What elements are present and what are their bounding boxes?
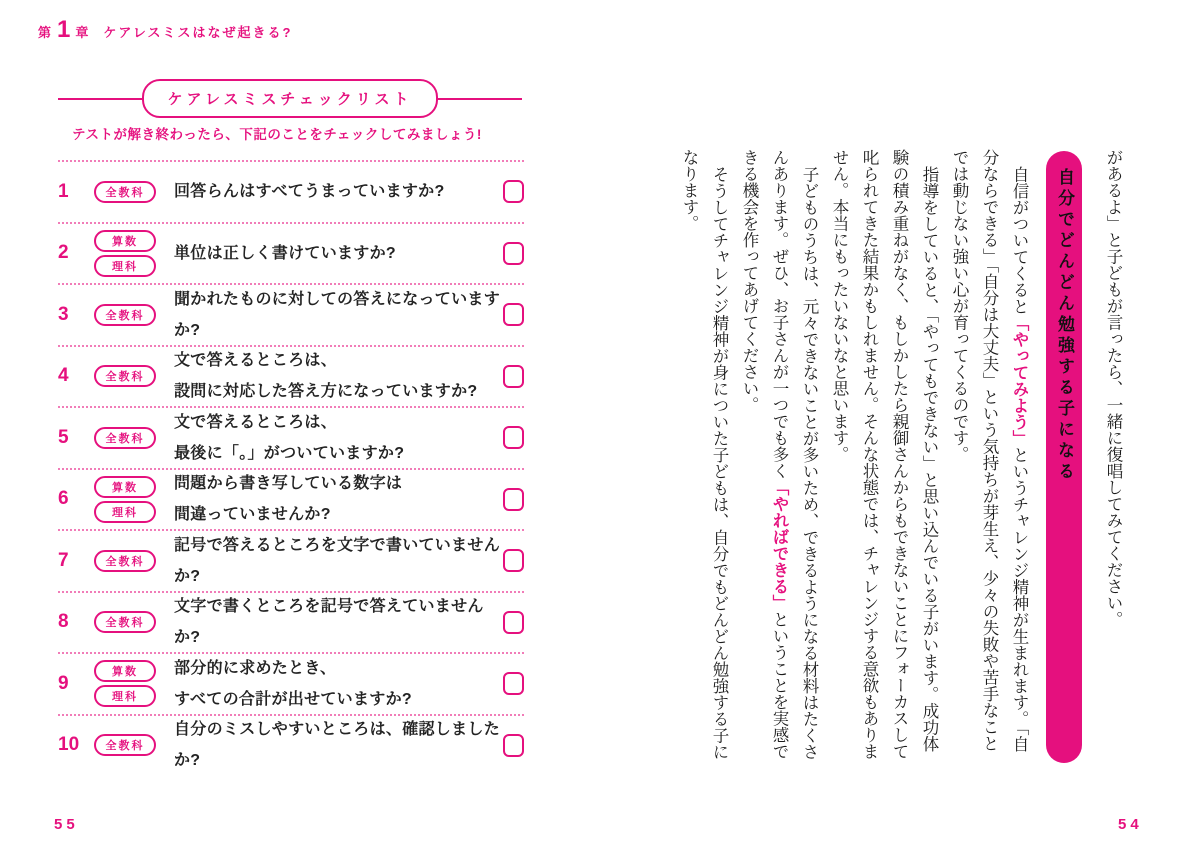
body-paragraph: 子どものうちは、元々できないことが多いため、できるようになる材料はたくさんあります。ぜひ、お子さんが一つでも多く「やればできる」ということを実感できる機会を作ってあげてください。 xyxy=(740,149,819,760)
body-paragraph: 指導をしていると、「やってもできない」と思い込んでいる子がいます。成功体験の積み重ねがなく、もしかしたら親御さんからもできないことにフォーカスして叱られてきた結果かもしれません。そんな状態では、チャレンジする意欲もありません。本当にもったいないなと思います。 xyxy=(830,149,939,760)
checklist-item xyxy=(58,468,524,530)
checkbox[interactable] xyxy=(503,303,524,326)
instruction-text: テストが解き終わったら、下記のことをチェックしてみましょう! xyxy=(72,127,482,142)
subject-badge: 算数 xyxy=(94,660,156,682)
subject-badge: 理科 xyxy=(94,685,156,707)
checkbox[interactable] xyxy=(503,242,524,265)
item-number: 2 xyxy=(58,242,69,264)
item-badges xyxy=(94,427,164,449)
item-number: 3 xyxy=(58,303,69,325)
checklist xyxy=(58,160,524,775)
item-question: 聞かれたものに対しての答えになっていますか? xyxy=(174,290,501,339)
chapter-number: 1 xyxy=(57,16,71,43)
page-number-right: 54 xyxy=(1118,816,1143,833)
checkbox[interactable] xyxy=(503,611,524,634)
item-badges xyxy=(94,550,164,572)
item-number: 5 xyxy=(58,426,69,448)
item-question: 自分のミスしやすいところは、確認しましたか? xyxy=(174,721,501,770)
section-heading-bar xyxy=(1046,151,1082,763)
checkbox[interactable] xyxy=(503,549,524,572)
item-badges xyxy=(94,476,164,523)
checklist-item xyxy=(58,714,524,776)
checklist-title-band xyxy=(58,79,522,118)
subject-badge: 全教科 xyxy=(94,550,156,572)
highlighted-phrase: 「やればできる」 xyxy=(770,479,788,611)
chapter-suffix: 章 xyxy=(75,25,90,40)
item-number: 8 xyxy=(58,611,69,633)
item-badges xyxy=(94,365,164,387)
item-number: 9 xyxy=(58,672,69,694)
item-badges xyxy=(94,660,164,707)
item-question: 文字で書くところを記号で答えていませんか? xyxy=(174,598,484,647)
item-question: 文で答えるところは、 最後に「。」がついていますか? xyxy=(174,413,405,462)
subject-badge: 全教科 xyxy=(94,611,156,633)
highlighted-phrase: 「やってみよう」 xyxy=(1010,314,1028,446)
checkbox[interactable] xyxy=(503,180,524,203)
chapter-title: ケアレスミスはなぜ起きる? xyxy=(103,25,293,40)
item-badges xyxy=(94,611,164,633)
checkbox[interactable] xyxy=(503,734,524,757)
item-badges xyxy=(94,230,164,277)
item-question: 問題から書き写している数字は 間違っていませんか? xyxy=(174,475,403,524)
item-badges xyxy=(94,734,164,756)
item-badges xyxy=(94,181,164,203)
item-number: 10 xyxy=(58,734,80,756)
item-number: 4 xyxy=(58,365,69,387)
page-number-left: 55 xyxy=(54,816,79,833)
subject-badge: 全教科 xyxy=(94,734,156,756)
item-number: 7 xyxy=(58,549,69,571)
lead-paragraph: があるよ」と子どもが言ったら、一緒に復唱してみてください。 xyxy=(1104,149,1123,628)
subject-badge: 理科 xyxy=(94,255,156,277)
checklist-item xyxy=(58,529,524,591)
item-question: 記号で答えるところを文字で書いていませんか? xyxy=(174,536,501,585)
subject-badge: 算数 xyxy=(94,476,156,498)
checkbox[interactable] xyxy=(503,672,524,695)
item-question: 部分的に求めたとき、 すべての合計が出せていますか? xyxy=(174,659,412,708)
chapter-prefix: 第 xyxy=(38,25,53,40)
subject-badge: 算数 xyxy=(94,230,156,252)
title-rule-right xyxy=(438,98,522,100)
checkbox[interactable] xyxy=(503,365,524,388)
checklist-item xyxy=(58,591,524,653)
subject-badge: 全教科 xyxy=(94,304,156,326)
checklist-item xyxy=(58,345,524,407)
item-question: 回答らんはすべてうまっていますか? xyxy=(174,183,445,201)
section-heading: 自分でどんどん勉強する子になる xyxy=(1055,168,1074,483)
subject-badge: 全教科 xyxy=(94,365,156,387)
checkbox[interactable] xyxy=(503,426,524,449)
title-rule-left xyxy=(58,98,142,100)
checklist-item xyxy=(58,652,524,714)
item-number: 6 xyxy=(58,488,69,510)
item-badges xyxy=(94,304,164,326)
item-question: 文で答えるところは、 設問に対応した答え方になっていますか? xyxy=(174,352,478,401)
checklist-item xyxy=(58,283,524,345)
checklist-item xyxy=(58,222,524,284)
item-number: 1 xyxy=(58,180,69,202)
body-paragraph: 自信がついてくると「やってみよう」というチャレンジ精神が生まれます。「自分ならできる」「自分は大丈夫」という気持ちが芽生え、少々の失敗や苦手なことでは動じない強い心が育ってくるのです。 xyxy=(950,149,1029,752)
chapter-header xyxy=(38,18,292,42)
vertical-text-block xyxy=(674,149,1128,767)
checklist-item xyxy=(58,406,524,468)
body-paragraph: そうしてチャレンジ精神が身についた子どもは、自分でもどんどん勉強する子になります。 xyxy=(680,149,729,760)
item-question: 単位は正しく書けていますか? xyxy=(174,244,396,262)
checkbox[interactable] xyxy=(503,488,524,511)
checklist-title: ケアレスミスチェックリスト xyxy=(142,79,439,118)
subject-badge: 全教科 xyxy=(94,427,156,449)
subject-badge: 全教科 xyxy=(94,181,156,203)
checklist-item xyxy=(58,160,524,222)
subject-badge: 理科 xyxy=(94,501,156,523)
